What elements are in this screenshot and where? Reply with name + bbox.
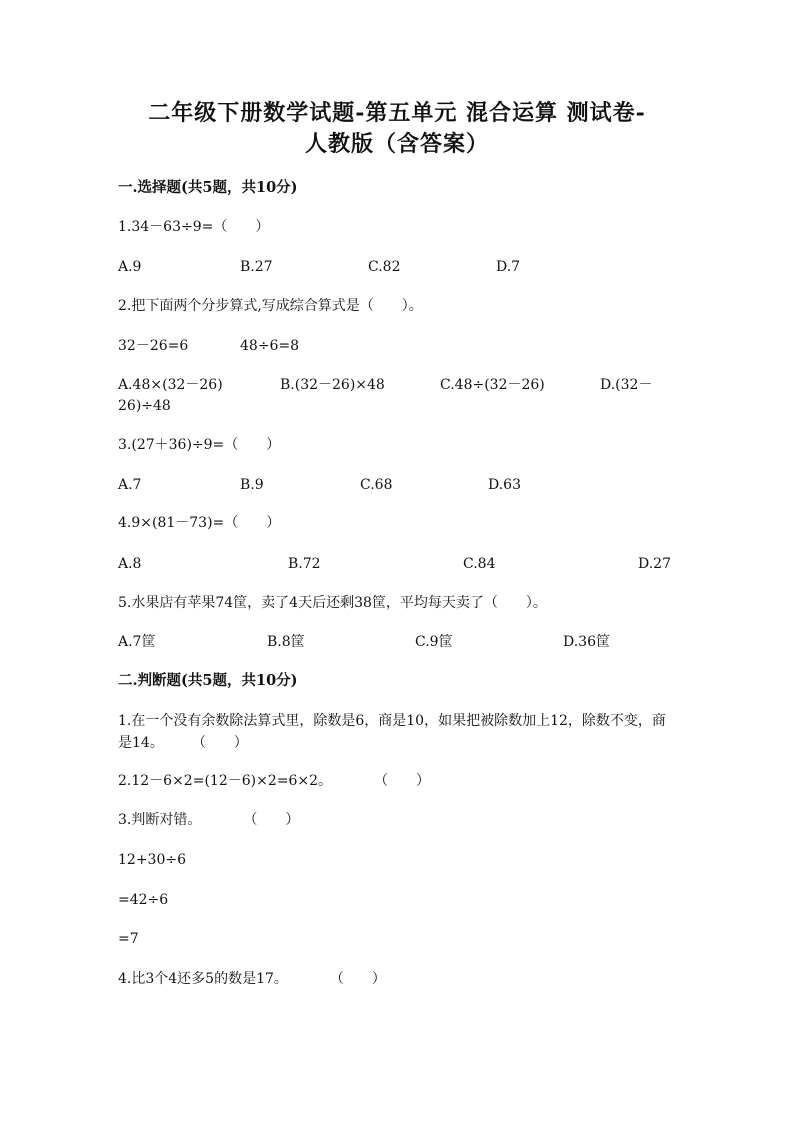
question-1-option-d: D.7 xyxy=(496,259,521,275)
judge-3-line-3: =7 xyxy=(118,931,139,947)
question-1-option-b: B.27 xyxy=(240,259,273,275)
section-2-heading: 二.判断题(共5题，共10分) xyxy=(118,672,298,689)
question-5-option-a: A.7筐 xyxy=(118,634,156,650)
question-2-option-a: A.48×(32－26) xyxy=(118,377,223,393)
question-2-step-1: 32－26=6 xyxy=(118,338,189,354)
question-2-option-c: C.48÷(32－26) xyxy=(440,377,545,393)
question-4-option-b: B.72 xyxy=(288,556,321,572)
question-3-option-d: D.63 xyxy=(488,477,521,493)
question-4-option-d: D.27 xyxy=(638,556,671,572)
judge-1-stem: 1.在一个没有余数除法算式里，除数是6，商是10，如果把被除数加上12，除数不变，商是14。 （ ） xyxy=(118,713,666,751)
question-4-stem: 4.9×(81－73)=（ ） xyxy=(118,515,281,531)
question-3-option-c: C.68 xyxy=(360,477,393,493)
question-2-option-b: B.(32－26)×48 xyxy=(280,377,385,393)
judge-3-line-1: 12+30÷6 xyxy=(118,852,186,868)
question-2-step-2: 48÷6=8 xyxy=(240,338,300,354)
question-4-option-a: A.8 xyxy=(118,556,142,572)
question-3-option-a: A.7 xyxy=(118,477,142,493)
question-1-stem: 1.34－63÷9=（ ） xyxy=(118,219,270,235)
question-2-stem: 2.把下面两个分步算式,写成综合算式是（ ）。 xyxy=(118,298,423,314)
question-2-option-d: D.(32－ xyxy=(600,377,653,393)
judge-3-stem: 3.判断对错。 （ ） xyxy=(118,812,300,828)
question-1-option-c: C.82 xyxy=(368,259,401,275)
question-5-option-c: C.9筐 xyxy=(415,634,453,650)
question-5-option-b: B.8筐 xyxy=(267,634,305,650)
exam-title-line-2: 人教版（含答案） xyxy=(304,131,489,157)
question-5-stem: 5.水果店有苹果74筐，卖了4天后还剩38筐，平均每天卖了（ ）。 xyxy=(118,595,547,611)
question-3-option-b: B.9 xyxy=(240,477,264,493)
question-1-option-a: A.9 xyxy=(118,259,142,275)
question-5-option-d: D.36筐 xyxy=(563,634,610,650)
section-1-heading: 一.选择题(共5题，共10分) xyxy=(118,179,298,196)
question-4-option-c: C.84 xyxy=(463,556,496,572)
exam-title-line-1: 二年级下册数学试题-第五单元 混合运算 测试卷- xyxy=(148,100,646,126)
judge-2-stem: 2.12－6×2=(12－6)×2=6×2。 （ ） xyxy=(118,773,431,789)
judge-4-stem: 4.比3个4还多5的数是17。 （ ） xyxy=(118,971,386,987)
question-2-option-d-cont: 26)÷48 xyxy=(118,398,171,414)
judge-3-line-2: =42÷6 xyxy=(118,892,169,908)
question-3-stem: 3.(27＋36)÷9=（ ） xyxy=(118,437,281,453)
